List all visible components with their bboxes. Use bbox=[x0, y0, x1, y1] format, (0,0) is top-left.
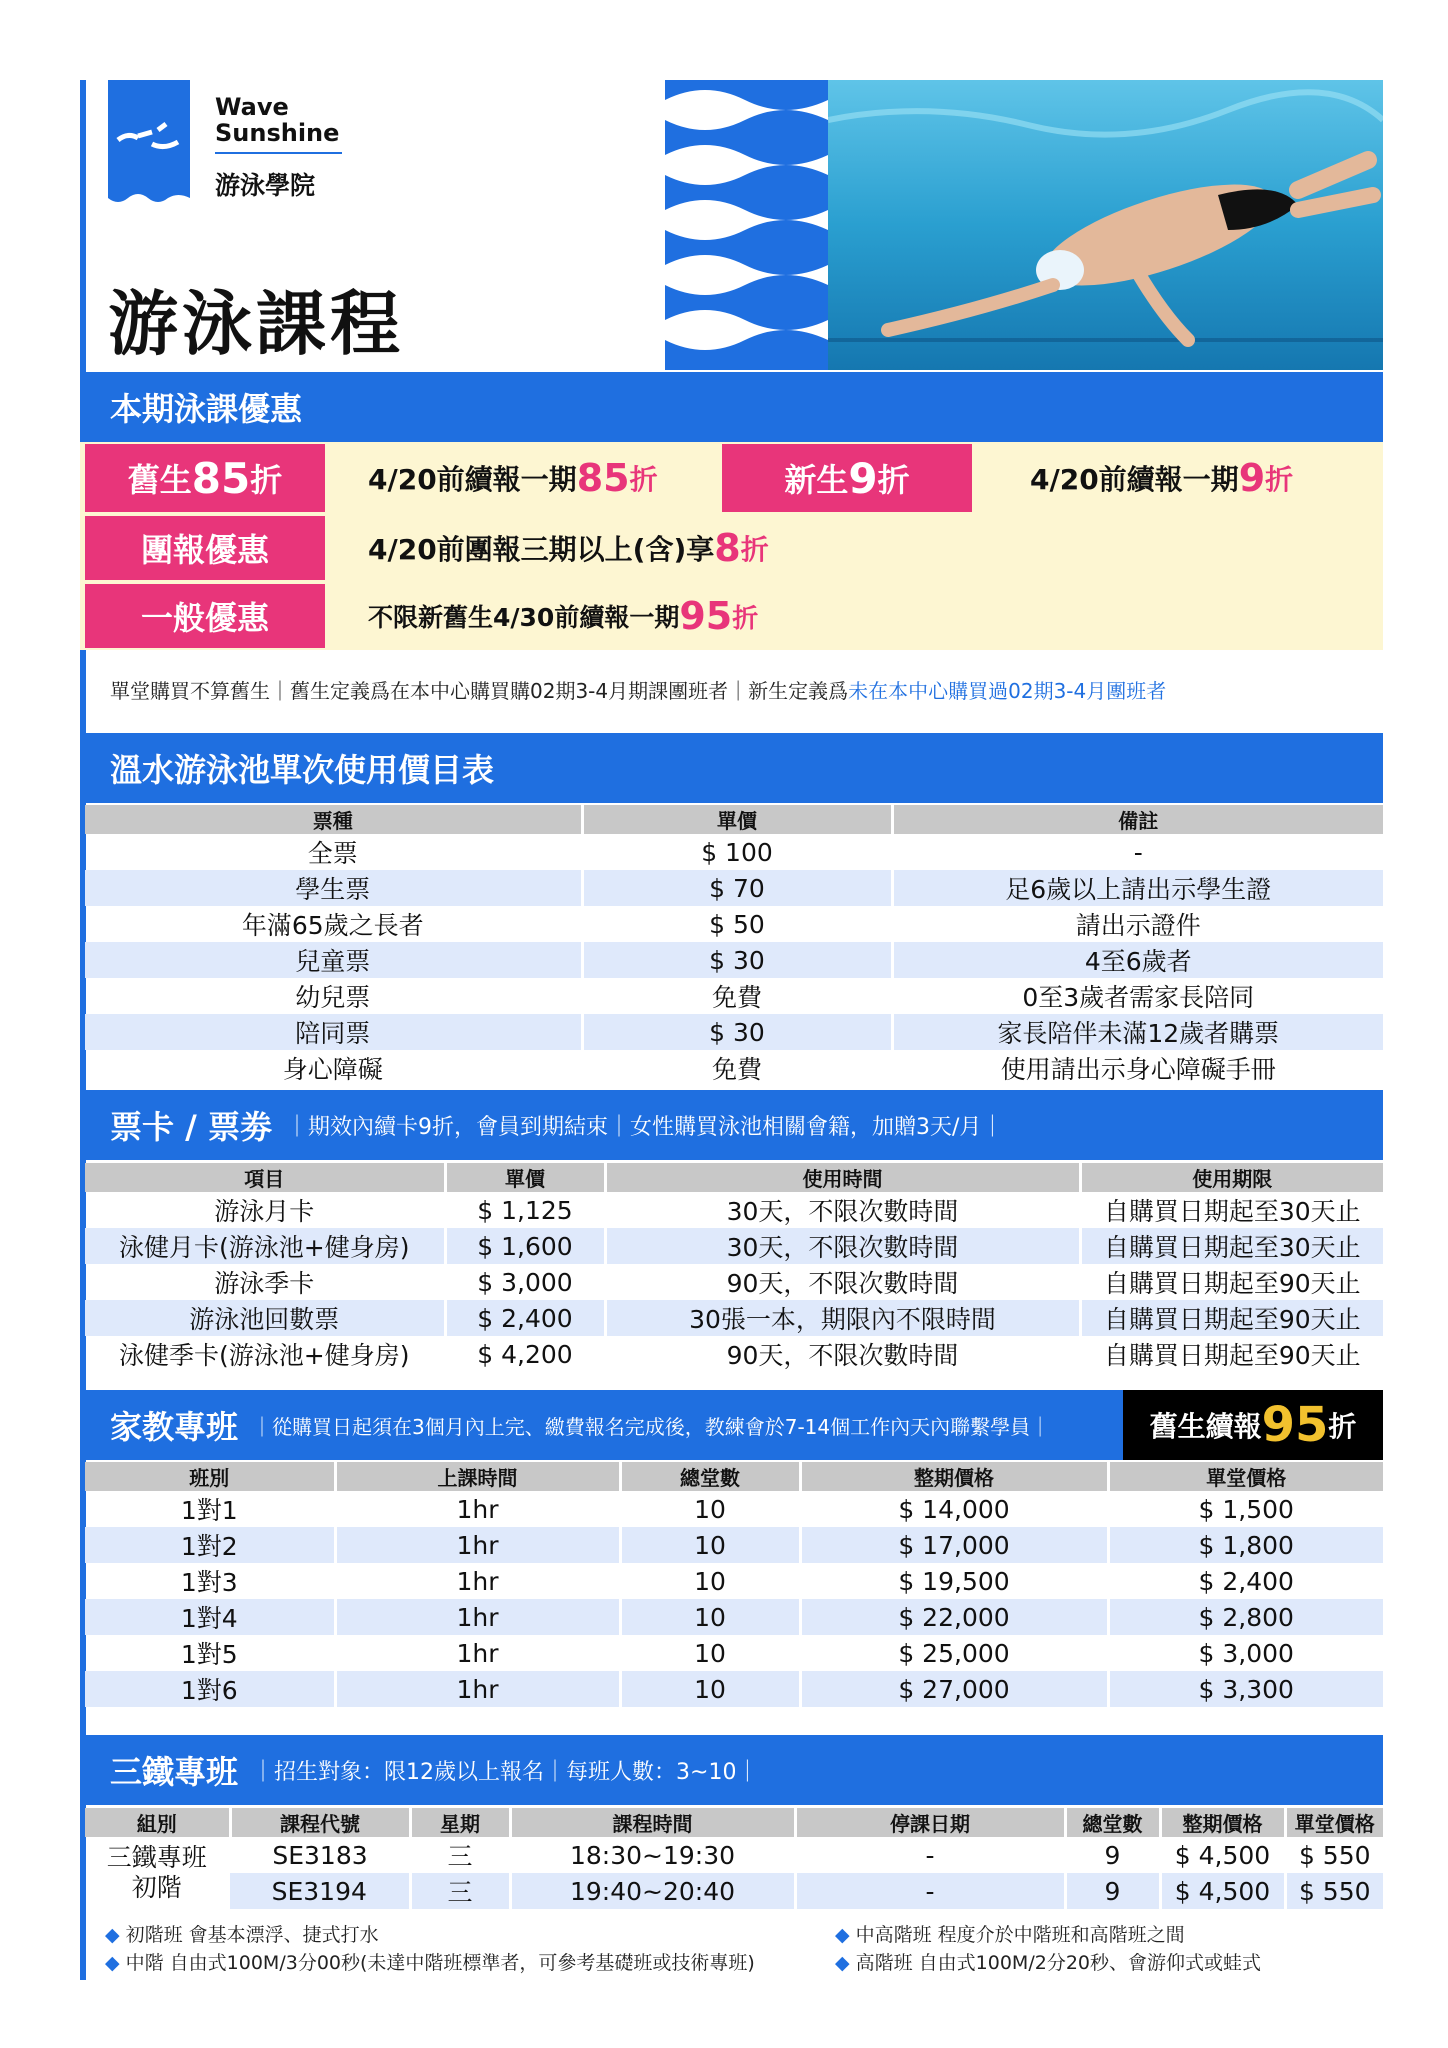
table-header-row bbox=[85, 1808, 1383, 1837]
table-cell: - bbox=[892, 834, 1383, 870]
table-row bbox=[85, 1527, 1383, 1563]
table-row bbox=[85, 1050, 1383, 1086]
pool-price-table bbox=[85, 805, 1383, 1086]
table-cell: 1對5 bbox=[180, 1640, 238, 1669]
table-cell: SE3183 bbox=[230, 1837, 410, 1873]
footnote-beginner: ◆ 初階班 會基本漂浮、捷式打水 bbox=[105, 1924, 379, 1946]
table-cell: 30張一本，期限內不限時間 bbox=[605, 1300, 1080, 1336]
table-cell: 足6歲以上請出示學生證 bbox=[892, 870, 1383, 906]
group-cell: 三鐵專班 初階 bbox=[106, 1843, 207, 1902]
new-student-label: 新生 9 折 bbox=[722, 444, 972, 512]
table-cell: $ 4,500 bbox=[1160, 1837, 1285, 1873]
column-header: 項目 bbox=[85, 1163, 445, 1192]
table-row bbox=[85, 1873, 1383, 1909]
column-header: 單價 bbox=[582, 805, 892, 834]
footnote-upper-intermediate: ◆ 中高階班 程度介於中階班和高階班之間 bbox=[835, 1924, 1185, 1946]
column-header: 備註 bbox=[892, 805, 1383, 834]
returning-student-badge: 舊生續報 95 折 bbox=[1123, 1390, 1383, 1460]
discount-row-old-new bbox=[80, 442, 1383, 514]
table-cell: 三 bbox=[410, 1837, 510, 1873]
table-cell: 19:40~20:40 bbox=[510, 1873, 795, 1909]
column-header: 星期 bbox=[410, 1808, 510, 1837]
ticket-card-header: 票卡 / 票劵 ｜期效內續卡9折，會員到期結束｜女性購買泳池相關會籍，加贈3天/月｜ bbox=[80, 1090, 1383, 1160]
table-row bbox=[85, 870, 1383, 906]
new-student-offer: 4/20前續報一期 9 折 bbox=[1030, 456, 1294, 500]
discount-row-group bbox=[80, 514, 1383, 582]
table-cell: $ 550 bbox=[1285, 1873, 1383, 1909]
table-cell: 1對4 bbox=[85, 1599, 335, 1635]
table-cell: 全票 bbox=[307, 839, 358, 868]
table-cell: $ 14,000 bbox=[800, 1491, 1108, 1527]
column-header: 上課時間 bbox=[335, 1462, 620, 1491]
table-cell: 使用請出示身心障礙手冊 bbox=[892, 1050, 1383, 1086]
table-cell: 9 bbox=[1065, 1873, 1160, 1909]
table-cell: 游泳池回數票 bbox=[85, 1300, 445, 1336]
old-student-label: 舊生 85 折 bbox=[85, 444, 325, 512]
column-header: 停課日期 bbox=[795, 1808, 1065, 1837]
table-cell: - bbox=[795, 1837, 1065, 1873]
table-cell: 1hr bbox=[335, 1491, 620, 1527]
column-header: 單堂價格 bbox=[1285, 1808, 1383, 1837]
table-cell: 0至3歲者需家長陪同 bbox=[892, 978, 1383, 1014]
table-cell: $ 3,000 bbox=[1108, 1635, 1383, 1671]
table-cell: 家長陪伴未滿12歲者購票 bbox=[892, 1014, 1383, 1050]
brand-subtitle: 游泳學院 bbox=[215, 171, 316, 200]
column-header: 總堂數 bbox=[620, 1462, 800, 1491]
table-cell: 1對3 bbox=[180, 1568, 238, 1597]
table-cell: $ 3,300 bbox=[1108, 1671, 1383, 1707]
table-cell: 泳健月卡(游泳池+健身房) bbox=[85, 1228, 445, 1264]
table-cell: $ 19,500 bbox=[800, 1563, 1108, 1599]
table-cell: $ 50 bbox=[582, 906, 892, 942]
table-cell: 30天，不限次數時間 bbox=[605, 1228, 1080, 1264]
table-cell: 幼兒票 bbox=[295, 983, 371, 1012]
table-cell: 10 bbox=[620, 1491, 800, 1527]
table-row bbox=[85, 1671, 1383, 1707]
table-cell: 1hr bbox=[335, 1635, 620, 1671]
column-header: 整期價格 bbox=[1160, 1808, 1285, 1837]
table-cell: 游泳季卡 bbox=[214, 1269, 315, 1298]
table-cell: SE3194 bbox=[230, 1873, 410, 1909]
column-header: 總堂數 bbox=[1065, 1808, 1160, 1837]
table-cell: 10 bbox=[620, 1635, 800, 1671]
table-cell: $ 2,800 bbox=[1108, 1599, 1383, 1635]
column-header: 課程代號 bbox=[230, 1808, 410, 1837]
table-cell: 4至6歲者 bbox=[892, 942, 1383, 978]
table-cell: 10 bbox=[620, 1671, 800, 1707]
table-cell: $ 4,500 bbox=[1160, 1873, 1285, 1909]
diamond-bullet-icon: ◆ bbox=[835, 1952, 850, 1974]
table-cell: $ 100 bbox=[582, 834, 892, 870]
general-discount-offer: 不限新舊生4/30前續報一期 95 折 bbox=[368, 594, 759, 638]
group-discount-label: 團報優惠 bbox=[85, 516, 325, 580]
table-cell: $ 3,000 bbox=[445, 1264, 605, 1300]
table-cell: 90天，不限次數時間 bbox=[605, 1336, 1080, 1372]
table-cell: 1hr bbox=[335, 1527, 620, 1563]
column-header: 單價 bbox=[445, 1163, 605, 1192]
diamond-bullet-icon: ◆ bbox=[105, 1952, 120, 1974]
table-row bbox=[85, 1014, 1383, 1050]
table-cell: $ 4,200 bbox=[445, 1336, 605, 1372]
wave-logo-icon bbox=[108, 80, 190, 210]
table-cell: 陪同票 bbox=[85, 1014, 582, 1050]
table-cell: $ 17,000 bbox=[800, 1527, 1108, 1563]
table-header-row bbox=[85, 1462, 1383, 1491]
table-cell: 10 bbox=[620, 1563, 800, 1599]
column-header: 組別 bbox=[85, 1808, 230, 1837]
table-cell: 自購買日期起至30天止 bbox=[1080, 1192, 1383, 1228]
table-cell: 游泳月卡 bbox=[214, 1197, 315, 1226]
group-discount-offer: 4/20前團報三期以上(含)享 8 折 bbox=[368, 526, 769, 570]
table-cell: $ 1,800 bbox=[1108, 1527, 1383, 1563]
table-row bbox=[85, 834, 1383, 870]
table-cell: 自購買日期起至90天止 bbox=[1080, 1336, 1383, 1372]
table-cell: 泳健季卡(游泳池+健身房) bbox=[119, 1341, 410, 1370]
column-header: 課程時間 bbox=[510, 1808, 795, 1837]
table-cell: $ 550 bbox=[1285, 1837, 1383, 1873]
discount-definition-note: 單堂購買不算舊生｜舊生定義爲在本中心購買購02期3-4月期課團班者｜新生定義爲未在本中心購買過02期3-4月團班者 bbox=[110, 679, 1167, 703]
table-row bbox=[85, 1635, 1383, 1671]
swimmer-photo bbox=[828, 80, 1383, 370]
table-cell: 自購買日期起至90天止 bbox=[1080, 1300, 1383, 1336]
table-row bbox=[85, 906, 1383, 942]
table-row bbox=[85, 978, 1383, 1014]
brand-name: Wave Sunshine bbox=[215, 93, 340, 147]
table-cell: $ 1,600 bbox=[445, 1228, 605, 1264]
column-header: 使用期限 bbox=[1080, 1163, 1383, 1192]
private-class-table bbox=[85, 1462, 1383, 1707]
table-cell: 學生票 bbox=[85, 870, 582, 906]
table-cell: 免費 bbox=[582, 1050, 892, 1086]
table-row bbox=[85, 1837, 1383, 1873]
table-cell: 10 bbox=[620, 1527, 800, 1563]
table-cell: 30天，不限次數時間 bbox=[605, 1192, 1080, 1228]
table-cell: 1對2 bbox=[85, 1527, 335, 1563]
table-cell: 1hr bbox=[335, 1671, 620, 1707]
pool-price-header: 溫水游泳池單次使用價目表 bbox=[80, 733, 1383, 803]
triathlon-table bbox=[85, 1808, 1383, 1909]
column-header: 使用時間 bbox=[605, 1163, 1080, 1192]
table-cell: 自購買日期起至30天止 bbox=[1080, 1228, 1383, 1264]
table-cell: 10 bbox=[620, 1599, 800, 1635]
table-header-row bbox=[85, 1163, 1383, 1192]
diamond-bullet-icon: ◆ bbox=[835, 1924, 850, 1946]
table-cell: 1hr bbox=[335, 1563, 620, 1599]
table-row bbox=[85, 1599, 1383, 1635]
page-title: 游泳課程 bbox=[108, 283, 404, 365]
column-header: 整期價格 bbox=[800, 1462, 1108, 1491]
private-class-header: 家教專班 ｜從購買日起須在3個月內上完、繳費報名完成後，教練會於7-14個工作內天內聯繫學員｜ bbox=[80, 1390, 1123, 1460]
table-row bbox=[85, 1228, 1383, 1264]
brand-divider bbox=[215, 152, 342, 154]
table-cell: 90天，不限次數時間 bbox=[605, 1264, 1080, 1300]
table-cell: 9 bbox=[1065, 1837, 1160, 1873]
table-cell: 身心障礙 bbox=[282, 1055, 383, 1084]
table-row bbox=[85, 942, 1383, 978]
table-cell: $ 70 bbox=[582, 870, 892, 906]
table-cell: $ 2,400 bbox=[445, 1300, 605, 1336]
old-student-offer: 4/20前續報一期 85 折 bbox=[368, 456, 658, 500]
table-cell: $ 25,000 bbox=[800, 1635, 1108, 1671]
table-cell: 自購買日期起至90天止 bbox=[1080, 1264, 1383, 1300]
table-row bbox=[85, 1300, 1383, 1336]
table-row bbox=[85, 1336, 1383, 1372]
table-cell: $ 27,000 bbox=[800, 1671, 1108, 1707]
triathlon-header: 三鐵專班 ｜招生對象：限12歲以上報名｜每班人數：3~10｜ bbox=[80, 1735, 1383, 1805]
table-cell: $ 30 bbox=[582, 1014, 892, 1050]
diamond-bullet-icon: ◆ bbox=[105, 1924, 120, 1946]
table-row bbox=[85, 1264, 1383, 1300]
table-header-row bbox=[85, 805, 1383, 834]
table-cell: $ 2,400 bbox=[1108, 1563, 1383, 1599]
table-cell: $ 1,125 bbox=[445, 1192, 605, 1228]
footnote-advanced: ◆ 高階班 自由式100M/2分20秒、會游仰式或蛙式 bbox=[835, 1952, 1261, 1974]
discount-row-general bbox=[80, 582, 1383, 650]
table-cell: 年滿65歲之長者 bbox=[241, 911, 424, 940]
table-row bbox=[85, 1192, 1383, 1228]
table-cell: $ 1,500 bbox=[1108, 1491, 1383, 1527]
table-cell: 三 bbox=[410, 1873, 510, 1909]
table-row bbox=[85, 1563, 1383, 1599]
ticket-card-table bbox=[85, 1163, 1383, 1372]
table-cell: 免費 bbox=[582, 978, 892, 1014]
table-cell: 1對1 bbox=[180, 1496, 238, 1525]
column-header: 單堂價格 bbox=[1108, 1462, 1383, 1491]
table-row bbox=[85, 1491, 1383, 1527]
column-header: 班別 bbox=[85, 1462, 335, 1491]
table-cell: - bbox=[795, 1873, 1065, 1909]
column-header: 票種 bbox=[85, 805, 582, 834]
table-cell: 1對6 bbox=[85, 1671, 335, 1707]
table-cell: 兒童票 bbox=[85, 942, 582, 978]
table-cell: 請出示證件 bbox=[892, 906, 1383, 942]
table-cell: $ 22,000 bbox=[800, 1599, 1108, 1635]
table-cell: 1hr bbox=[335, 1599, 620, 1635]
general-discount-label: 一般優惠 bbox=[85, 584, 325, 648]
footnote-intermediate: ◆ 中階 自由式100M/3分00秒(未達中階班標準者，可參考基礎班或技術專班) bbox=[105, 1952, 755, 1974]
discount-header: 本期泳課優惠 bbox=[80, 372, 1383, 442]
wave-pattern-graphic bbox=[665, 80, 828, 370]
table-cell: 18:30~19:30 bbox=[510, 1837, 795, 1873]
table-cell: $ 30 bbox=[582, 942, 892, 978]
